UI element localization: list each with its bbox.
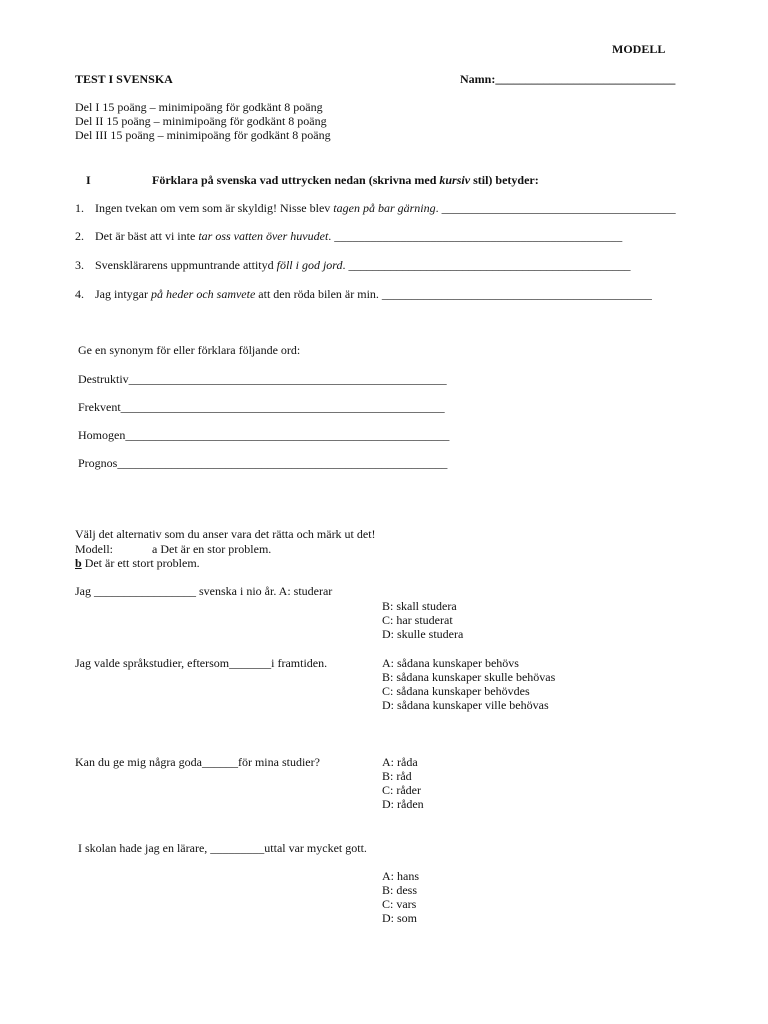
item-number: 2. xyxy=(75,229,84,243)
instruction-text: stil) betyder: xyxy=(470,173,539,187)
item-answer-line[interactable]: . ________________________________________________ xyxy=(328,229,623,243)
question-item[interactable] xyxy=(75,287,652,301)
synonym-field[interactable]: Destruktiv_____________________________________________________ xyxy=(78,372,447,386)
choice-option[interactable]: C: sådana kunskaper behövdes xyxy=(382,684,530,698)
synonym-field[interactable]: Frekvent______________________________________________________ xyxy=(78,400,445,414)
model-example-b xyxy=(75,556,200,570)
item-answer-line[interactable]: . _______________________________________ xyxy=(435,201,676,215)
choice-option[interactable]: B: dess xyxy=(382,883,418,897)
choice-option[interactable]: D: sådana kunskaper ville behövas xyxy=(382,698,549,712)
item-text: Det är bäst att vi inte xyxy=(95,229,199,243)
choice-question: Jag _________________ svenska i nio år. A: studerar xyxy=(75,584,333,598)
part-line: Del I 15 poäng – minimipoäng för godkänt 8 poäng xyxy=(75,100,323,114)
synonym-intro: Ge en synonym för eller förklara följande ord: xyxy=(78,343,301,357)
part-line: Del III 15 poäng – minimipoäng för godkänt 8 poäng xyxy=(75,128,331,142)
choice-option[interactable]: B: sådana kunskaper skulle behövas xyxy=(382,670,556,684)
choice-question: Jag valde språkstudier, eftersom_______i framtiden. xyxy=(75,656,328,670)
choice-option[interactable]: C: har studerat xyxy=(382,613,453,627)
choice-option[interactable]: A: hans xyxy=(382,869,419,883)
choice-option[interactable]: D: som xyxy=(382,911,418,925)
choice-option[interactable]: D: skulle studera xyxy=(382,627,464,641)
choice-option[interactable]: A: sådana kunskaper behövs xyxy=(382,656,519,670)
page-title: TEST I SVENSKA xyxy=(75,72,173,86)
item-answer-line[interactable]: att den röda bilen är min. _____________________________________________ xyxy=(255,287,652,301)
choice-option[interactable]: D: råden xyxy=(382,797,424,811)
instruction-italic: kursiv xyxy=(439,173,471,187)
synonym-field[interactable]: Prognos_______________________________________________________ xyxy=(78,456,448,470)
part-line: Del II 15 poäng – minimipoäng för godkänt 8 poäng xyxy=(75,114,327,128)
item-number: 1. xyxy=(75,201,84,215)
choice-option[interactable]: C: vars xyxy=(382,897,417,911)
instruction-text: Förklara på svenska vad uttrycken nedan (skrivna med xyxy=(152,173,440,187)
model-label: MODELL xyxy=(612,42,666,56)
item-expression: tar oss vatten över huvudet xyxy=(198,229,329,243)
item-expression: tagen på bar gärning xyxy=(333,201,436,215)
synonym-field[interactable]: Homogen______________________________________________________ xyxy=(78,428,450,442)
item-expression: föll i god jord xyxy=(276,258,343,272)
choice-question: Kan du ge mig några goda______för mina studier? xyxy=(75,755,320,769)
model-example-a: a Det är en stor problem. xyxy=(152,542,272,556)
choice-option[interactable]: C: råder xyxy=(382,783,421,797)
item-text: Ingen tvekan om vem som är skyldig! Nisse blev xyxy=(95,201,334,215)
item-expression: på heder och samvete xyxy=(151,287,256,301)
choice-option[interactable]: B: skall studera xyxy=(382,599,457,613)
item-text: Jag intygar xyxy=(95,287,151,301)
choice-question: I skolan hade jag en lärare, _________uttal var mycket gott. xyxy=(78,841,367,855)
section-instruction xyxy=(152,173,539,187)
name-field[interactable]: Namn:______________________________ xyxy=(460,72,676,86)
item-text: Svensklärarens uppmuntrande attityd xyxy=(95,258,277,272)
question-item[interactable] xyxy=(75,201,676,215)
choice-option[interactable]: A: råda xyxy=(382,755,418,769)
question-item[interactable] xyxy=(75,229,622,243)
item-answer-line[interactable]: . _______________________________________________ xyxy=(342,258,631,272)
choice-option[interactable]: B: råd xyxy=(382,769,412,783)
item-number: 3. xyxy=(75,258,84,272)
choice-intro: Välj det alternativ som du anser vara det rätta och märk ut det! xyxy=(75,527,376,541)
model-b-letter: b xyxy=(75,556,82,570)
item-number: 4. xyxy=(75,287,84,301)
model-example-label: Modell: xyxy=(75,542,113,556)
section-number: I xyxy=(86,173,91,187)
model-b-text: Det är ett stort problem. xyxy=(81,556,200,570)
question-item[interactable] xyxy=(75,258,631,272)
